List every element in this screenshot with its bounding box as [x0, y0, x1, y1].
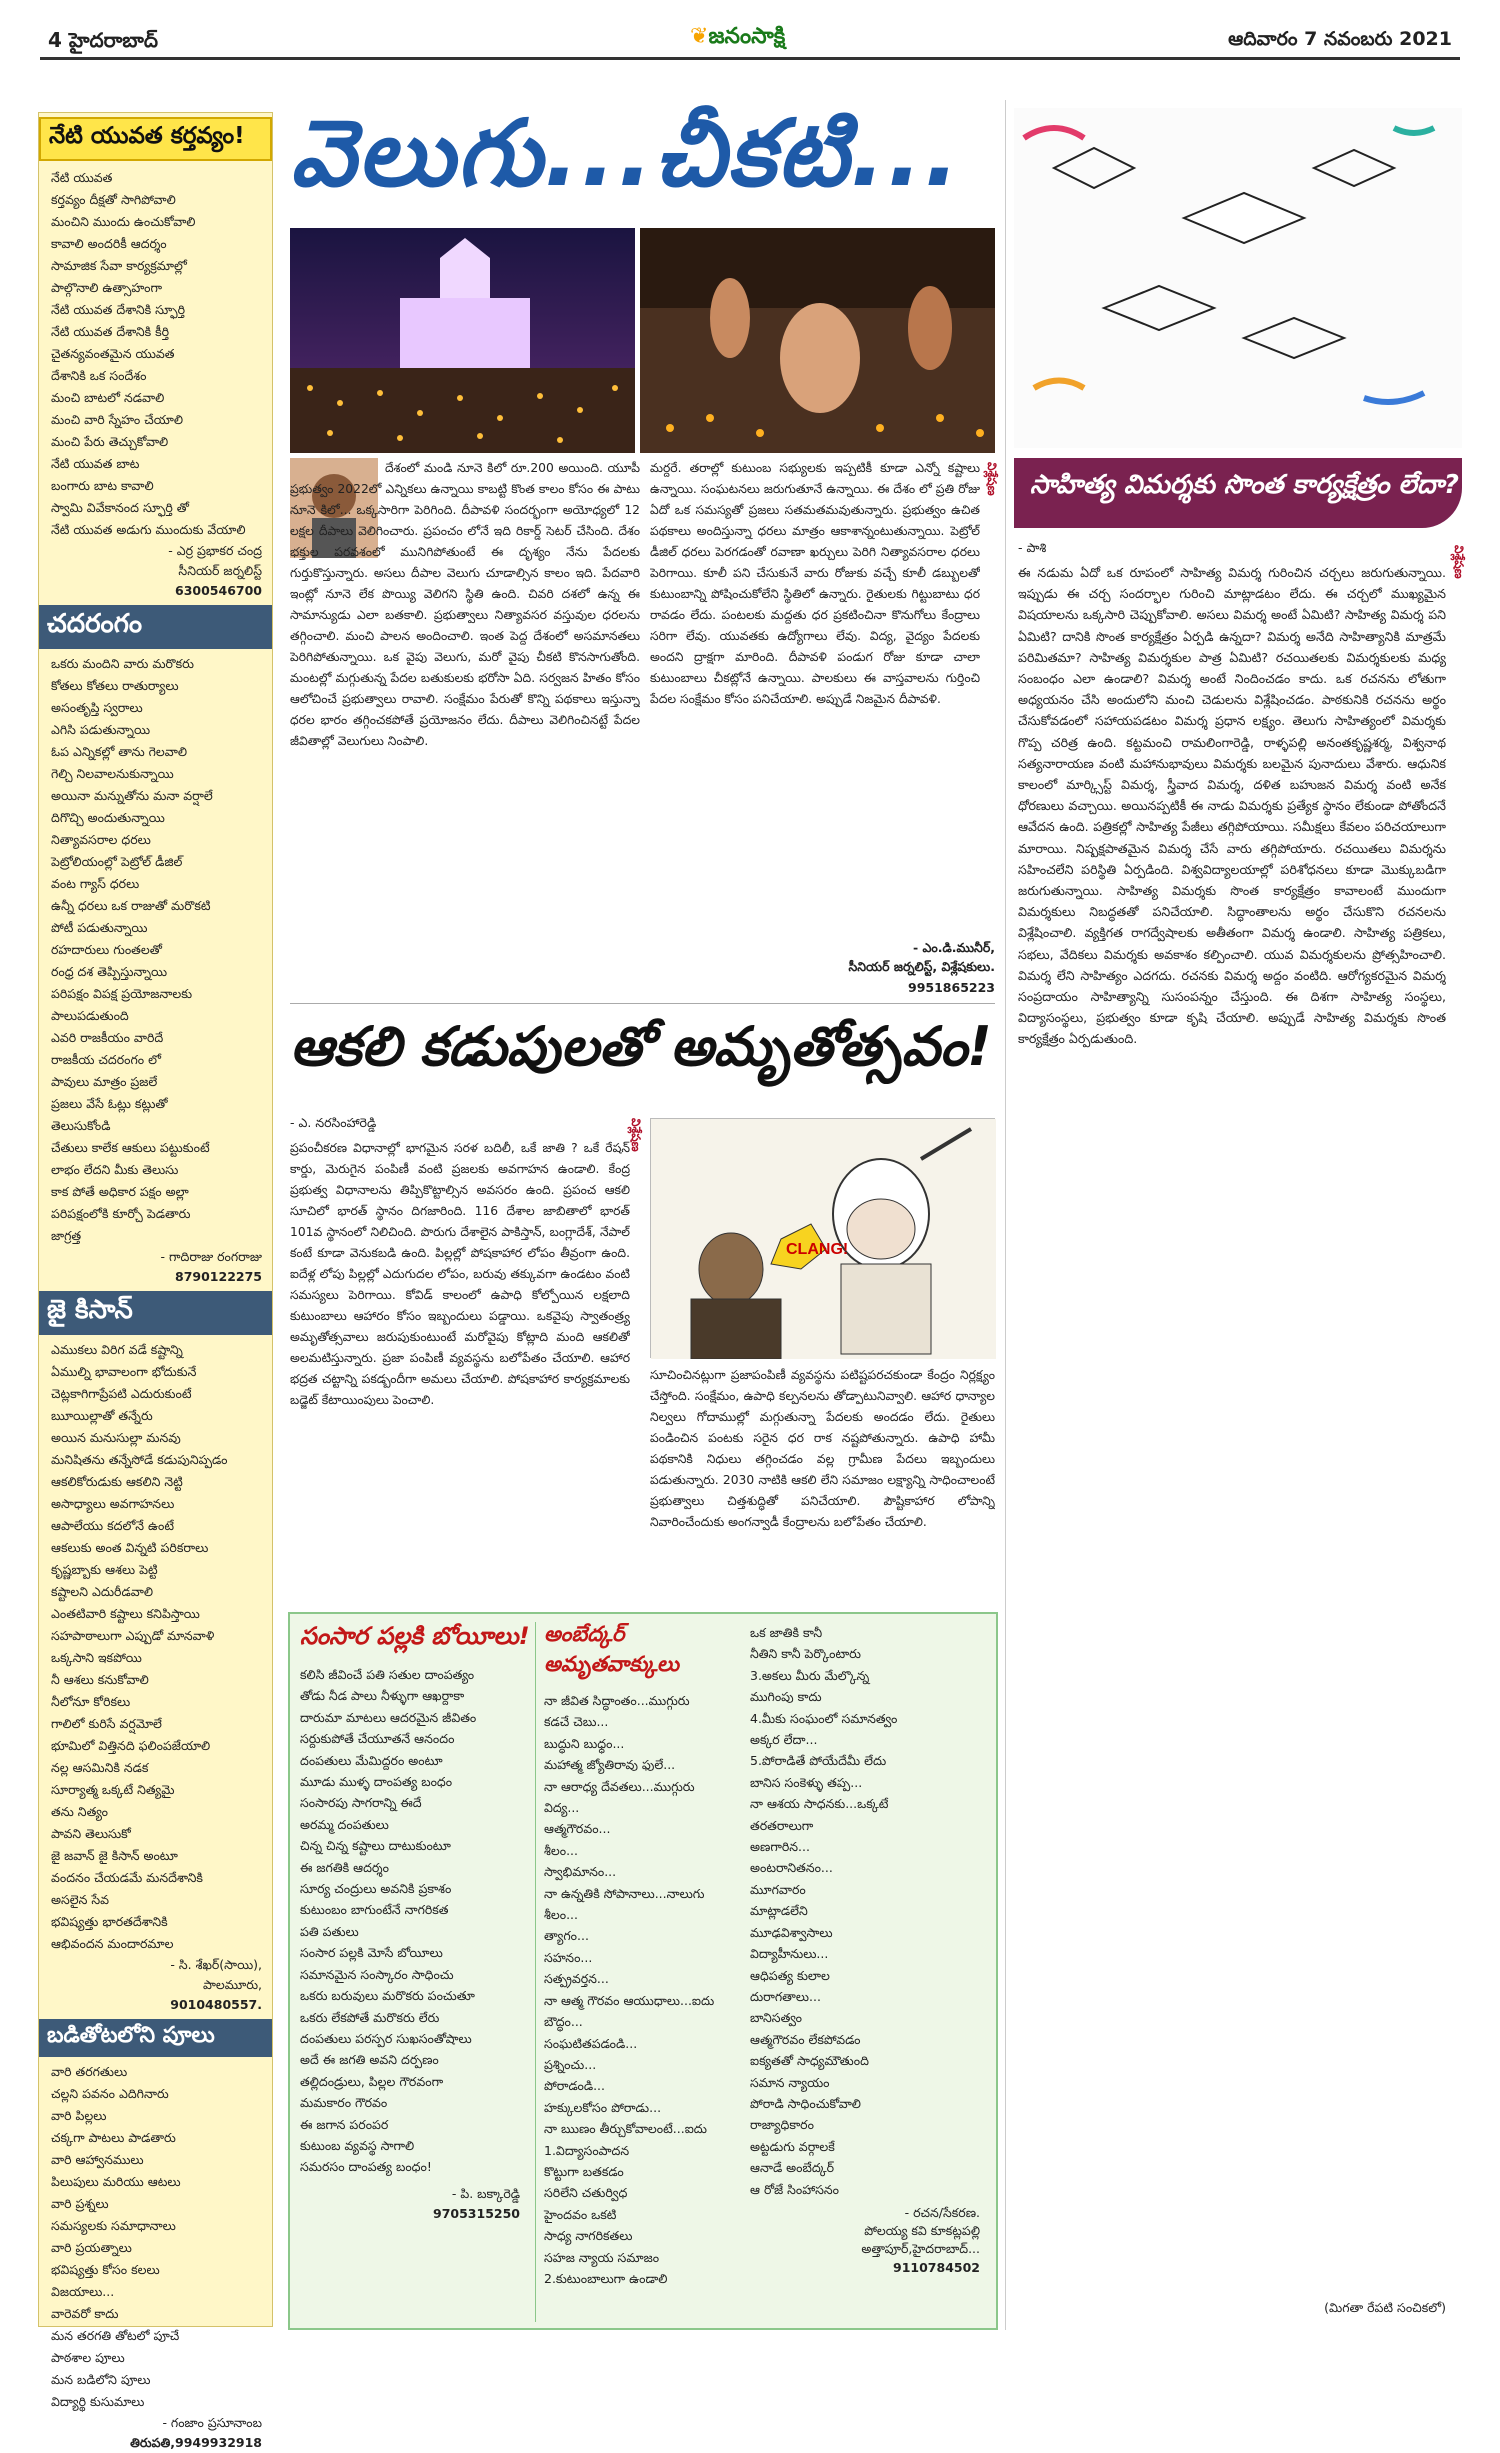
- article2-vertical-label: విశ్లేషణ: [629, 1118, 643, 1152]
- poem-line: పెట్రోలియంల్లో పెట్రోల్ డీజిల్: [51, 854, 183, 869]
- poem-line: శీలం...: [544, 1842, 578, 1858]
- poem-line: ఒకరు మందిని వారు మరొకరు: [51, 656, 194, 671]
- poem-line: మనిషితను తన్నేసోడే కడుపునిప్పడం: [51, 1452, 228, 1467]
- poem-line: సంసార పల్లకి మోసే బోయీలు: [300, 1945, 443, 1961]
- poem-line: కడచే చెబు...: [544, 1714, 609, 1730]
- poem-line: నా ఉన్నతికి సోపానాలు...నాలుగు: [544, 1885, 705, 1901]
- poem-line: నా ఋణం తీర్చుకోవాలంటే...ఐదు: [544, 2121, 707, 2137]
- poem-line: కుటుంబం బాగుంటేనే నాగరికత: [300, 1902, 449, 1918]
- poem-line: పాఠశాల పూలు: [51, 2350, 125, 2365]
- poem-line: అణగారిన...: [750, 1839, 810, 1855]
- poem-line: బుద్ధుని బుధ్ధం...: [544, 1735, 625, 1751]
- poem-line: వందనం చేయడమే మనదేశానికి: [51, 1870, 203, 1885]
- poem-line: నల్ల ఆసమినికి నడక: [51, 1760, 149, 1775]
- poem-line: కర్తవ్యం దీక్షతో సాగిపోవాలి: [51, 192, 176, 207]
- green-poem1: [300, 1622, 530, 2322]
- poem-line: మంచిని ముందు ఉంచుకోవాలి: [51, 214, 196, 229]
- poem-line: మూఢవిశ్వాసాలు: [750, 1924, 833, 1940]
- poem-line: సంసారపు సాగరాన్ని ఈదే: [300, 1795, 422, 1811]
- poem-line: మూడు ముళ్ళ దాంపత్య బంధం: [300, 1774, 453, 1790]
- poem-line: ఎవరి రాజకీయం వారిదే: [51, 1030, 164, 1045]
- lamps-photo-svg: [640, 228, 995, 453]
- poem-line: పతి పతులు: [300, 1923, 359, 1939]
- poem-line: కృష్ణబ్బాకు ఆశలు పెట్టి: [51, 1562, 158, 1577]
- poem-line: పరిపక్షం విపక్ష ప్రయోజనాలకు: [51, 986, 193, 1001]
- poem-line: ఆకలుకు అంత విన్నటి పరికరాలు: [51, 1540, 209, 1555]
- poem-line: దంపతులు పరస్పర సుఖసంతోషాలు: [300, 2030, 472, 2046]
- poem-line: 2.కుటుంబాలుగా ఉండాలి: [544, 2270, 668, 2286]
- poem-line: సాధ్య నాగరికతలు: [544, 2228, 633, 2244]
- poem-line: భవిష్యత్తు భారతదేశానికి: [51, 1914, 168, 1929]
- poem-line: అసంతృప్తి స్వరాలు: [51, 700, 143, 715]
- article2-byline-top: - ఎ. నరసింహారెడ్డి: [290, 1115, 377, 1130]
- poem-line: ఉన్నీ ధరలు ఒక రాజుతో మరొకటి: [51, 898, 211, 913]
- poem-line: సమస్యలకు సమాధానాలు: [51, 2218, 176, 2233]
- poem-line: విద్యాహీనులు...: [750, 1946, 829, 1962]
- issue-date: ఆదివారం 7 నవంబరు 2021: [1228, 28, 1452, 50]
- article2-body: ప్రపంచీకరణ విధానాల్లో భాగమైన సరళ బదిలీ, ఒకే జాతి ? ఒకే రేషన్ కార్డు, మెరుగైన పంపిణీ వంటి ప్రజలకు అవగాహన ఉండాలి. కేంద్ర ప్రభుత్వ విధానాలను తిప్పికొట్టాల్సిన అవసరం ఉంది. ప్రపంచ ఆకలి సూచిలో భారత్ స్థానం దిగజారింది. 116 దేశాల జాబితాలో భారత్ 101వ స్థానంలో నిలిచింది. పొరుగు దేశాలైన పాకిస్తాన్, బంగ్లాదేశ్, నేపాల్ కంటే కూడా వెనుకబడి ఉంది. పిల్లల్లో పోషకాహార లోపం తీవ్రంగా ఉంది. ఐదేళ్ల లోపు పిల్లల్లో ఎదుగుదల లోపం, బరువు తక్కువగా ఉండటం వంటి సమస్యలు పెరిగాయి. కోవిడ్ కాలంలో ఉపాధి కోల్పోయిన లక్షలాది కుటుంబాలు ఆహారం కోసం ఇబ్బందులు పడ్డాయి. ఒకవైపు స్వాతంత్ర్య అమృతోత్సవాలు జరుపుకుంటుంటే మరోవైపు కోట్లాది మంది ఆకలితో అలమటిస్తున్నారు. ప్రజా పంపిణీ వ్యవస్థను బలోపేతం చేయాలి. ఆహార భద్రత చట్టాన్ని పకడ్బందీగా అమలు చేయాలి. పోషకాహార కార్యక్రమాలకు బడ్జెట్ కేటాయింపులు పెంచాలి.: [290, 1141, 630, 1407]
- article1-phone: 9951865223: [908, 980, 995, 995]
- poem-line: కావాలి అందరికీ ఆదర్శం: [51, 236, 167, 251]
- poem-line: నిత్యావసరాల ధరలు: [51, 832, 151, 847]
- poem-line: స్వామి వివేకానంద స్ఫూర్తి తో: [51, 500, 189, 515]
- poem-line: నీ ఆశలు కనుకోవాలి: [51, 1672, 149, 1687]
- poem4-author: - గంజాం ప్రసూనాంబ: [162, 2415, 262, 2430]
- poem-line: రంధ్ర దశ తెప్పిస్తున్నాయి: [51, 964, 168, 979]
- poem-line: సహజ న్యాయ సమాజం: [544, 2249, 660, 2265]
- newspaper-logo: ❦జనంసాక్షి: [690, 24, 786, 49]
- poem-line: అసాధ్యాలు అవగాహనలు: [51, 1496, 175, 1511]
- green-poem2-title: అంబేద్కర్ అమృతవాక్కులు: [544, 1622, 679, 1676]
- poem-line: దారుమా మాటలు ఆదరమైన జీవితం: [300, 1709, 477, 1725]
- poem-line: అంటరానితనం...: [750, 1860, 833, 1876]
- poem-line: ముగింపు కాదు: [750, 1689, 822, 1705]
- cartoon-clang-text: CLANG!: [786, 1241, 849, 1258]
- poem-line: ప్రశ్నించు...: [544, 2056, 597, 2072]
- poem-line: కలిసి జీవించే పతి సతుల దాంపత్యం: [300, 1667, 475, 1682]
- poem-line: మూగవారం: [750, 1881, 806, 1897]
- poem-line: ఒకరు లేకపోతే మరొకరు లేరు: [300, 2009, 440, 2025]
- poem-line: మన తరగతి తోటలో పూచే: [51, 2328, 180, 2343]
- poem-line: కాక పోతే అధికార పక్షం అల్లా: [51, 1184, 189, 1199]
- poem-line: అదే ఈ జగతి అవని దర్పణం: [300, 2052, 439, 2068]
- poem2-phone: 8790122275: [175, 1269, 262, 1284]
- poem-line: పాలుపడుతుంది: [51, 1008, 129, 1023]
- poem-line: కష్టాలని ఎదురీడవాలి: [51, 1584, 153, 1599]
- poem-line: అక్కర లేదా...: [750, 1732, 818, 1748]
- poem4-body: [39, 2061, 272, 2413]
- poem-line: వంట గ్యాస్ ధరలు: [51, 876, 140, 891]
- poem-line: చేతులు కాలేక ఆకులు పట్టుకుంటే: [51, 1140, 210, 1155]
- poem-line: అసలైన సేవ: [51, 1892, 110, 1907]
- poem-line: స్వాభిమానం...: [544, 1864, 617, 1880]
- flying-books-svg: [1014, 108, 1462, 448]
- poem-line: సర్దుకుపోతే చేయూతనే ఆనందం: [300, 1731, 455, 1747]
- poem-line: తరతరాలుగా: [750, 1817, 814, 1833]
- poem-line: నా ఆరాధ్య దేవతలు...ముగ్గురు: [544, 1778, 695, 1794]
- poem-line: సామాజిక సేవా కార్యక్రమాల్లో: [51, 258, 187, 273]
- poem-line: మంచి పేరు తెచ్చుకోవాలి: [51, 434, 169, 449]
- article1-vertical-label: విశ్లేషణ: [985, 462, 999, 496]
- poem-line: అయినా మన్నుతోను మనా వర్షాలే: [51, 788, 213, 803]
- poem-line: పోరాడి సాధించుకోవాలి: [750, 2095, 861, 2111]
- poem-line: బానిస సంకెళ్ళు తప్ప...: [750, 1774, 863, 1790]
- poem-line: రాజకీయ చదరంగం లో: [51, 1052, 161, 1067]
- poem-line: ఐక్యతతో సాధ్యమౌతుంది: [750, 2053, 869, 2069]
- poem-line: ఓప ఎన్నికల్లో తాను గెలవాలి: [51, 744, 188, 759]
- poem-line: ఆనాడే అంబేద్కర్: [750, 2160, 835, 2176]
- poem-line: దేశానికి ఒక సందేశం: [51, 368, 147, 383]
- poem-line: దంపతులు మేమిద్దరం అంటూ: [300, 1752, 443, 1768]
- cartoon-svg: [651, 1119, 996, 1359]
- cartoon: [650, 1118, 995, 1358]
- poem-line: భవిష్యత్తు కోసం కలలు: [51, 2262, 160, 2277]
- poem-line: సహపాఠాలుగా ఎప్పుడో మానవాళి: [51, 1628, 215, 1643]
- poem-line: కుటుంబ వ్యవస్థ సాగాలి: [300, 2137, 415, 2153]
- books-illustration: [1014, 108, 1462, 448]
- poem-line: తెలుసుకోండి: [51, 1118, 111, 1133]
- poem-line: హక్కులకోసం పోరాడు...: [544, 2099, 662, 2115]
- poem-line: ఆభివందన మందారమాల: [51, 1936, 174, 1951]
- article1-photo-people: [640, 228, 995, 453]
- poem-line: పావులు మాత్రం ప్రజలే: [51, 1074, 158, 1089]
- poem-line: తోడు నీడ పాలు నీళ్ళుగా ఆఖర్దాకా: [300, 1688, 465, 1704]
- diyas-photo-svg: [290, 228, 635, 453]
- poem-line: ఎంతటివారి కష్టాలు కనిపిస్తాయి: [51, 1606, 200, 1621]
- poem-line: బుూయిల్లాతో తన్నేరు: [51, 1408, 153, 1423]
- poem-line: నా ఆత్మ గౌరవం ఆయుధాలు...ఐదు: [544, 1992, 715, 2008]
- poem-line: చిన్న చిన్న కష్టాలు దాటుకుంటూ: [300, 1838, 451, 1854]
- article1-headline: వెలుగు...చీకటి...: [290, 100, 962, 207]
- poem-line: సూర్యాత్మ ఒక్కటే నిత్యమై: [51, 1782, 175, 1797]
- poem-line: జై జవాన్ జై కిసాన్ అంటూ: [51, 1848, 178, 1863]
- poem-line: చైతన్యవంతమైన యువత: [51, 346, 175, 361]
- poem-line: కోతలు కోతలు రాతుర్యాలు: [51, 678, 179, 693]
- poem-line: నేటి యువత దేశానికి కీర్తి: [51, 324, 170, 339]
- poem-line: 1.విద్యాసంపాదన: [544, 2142, 630, 2158]
- poem-line: చక్కగా పాటలు పాడతారు: [51, 2130, 176, 2145]
- article1-photo-ayodhya: [290, 228, 635, 453]
- poem-line: విద్యార్థి కుసుమాలు: [51, 2394, 145, 2409]
- poem-line: అయిన మనుసుల్లా మనవు: [51, 1430, 181, 1445]
- poem-line: రహదారులు గుంతలతో: [51, 942, 162, 957]
- poem-line: చల్లని పవనం ఎదిగినారు: [51, 2086, 169, 2101]
- poem1-title: నేటి యువత కర్తవ్యం!: [39, 117, 272, 161]
- poem-line: ప్రజలు వేసే ఓట్లు కట్లుతో: [51, 1096, 168, 1111]
- poem3-author: - సి. శేఖర్(సాయి), పాలమూరు,: [170, 1957, 262, 1992]
- poem-line: మమకారం గౌరవం: [300, 2095, 388, 2111]
- poem-line: సమరసం దాంపత్య బంధం!: [300, 2159, 432, 2175]
- poem-line: మాట్లాడలేని: [750, 1903, 808, 1919]
- right-column-body: ఈ నడుమ ఏదో ఒక రూపంలో సాహిత్య విమర్శ గురించిన చర్చలు జరుగుతున్నాయి. ఇప్పుడు ఈ చర్చ సందర్భాల గురించి మాట్లాడటం లేదు. ఈ చర్చలో ముఖ్యమైన విషయాలను ఒక్కసారి చెప్పుకోవాలి. అసలు విమర్శ అంటే ఏమిటి? సాహిత్య విమర్శ పని ఏమిటి? దానికి సొంత కార్యక్షేత్రం ఏర్పడి ఉన్నదా? విమర్శ అనేది సాహిత్యానికి మాత్రమే పరిమితమా? సాహిత్య విమర్శకుల పాత్ర ఏమిటి? రచయితలకు విమర్శకులకు మధ్య సంబంధం ఎలా ఉండాలి? విమర్శ అంటే నిందించడం కాదు. ఒక రచనను లోతుగా అధ్యయనం చేసి అందులోని మంచి చెడులను విశ్లేషించడం. పాఠకునికి రచనను అర్థం చేసుకోవడంలో సహాయపడటం విమర్శ ప్రధాన లక్ష్యం. తెలుగు సాహిత్యంలో విమర్శకు గొప్ప చరిత్ర ఉంది. కట్టమంచి రామలింగారెడ్డి, రాళ్ళపల్లి అనంతకృష్ణశర్మ, విశ్వనాథ సత్యనారాయణ వంటి మహానుభావులు విమర్శకు బలమైన పునాదులు వేశారు. ఆధునిక కాలంలో మార్క్సిస్ట్ విమర్శ, స్త్రీవాద విమర్శ, దళిత బహుజన విమర్శ వంటి అనేక ధోరణులు వచ్చాయి. అయినప్పటికీ ఈ నాడు విమర్శకు ప్రత్యేక స్థానం లేకుండా పోతోందనే ఆవేదన ఉంది. పత్రికల్లో సాహిత్య పేజీలు తగ్గిపోయాయి. సమీక్షలు కేవలం పరిచయాలుగా మారాయి. నిష్పక్షపాతమైన విమర్శ చేసే వారు తగ్గిపోయారు. రచయితలు విమర్శను సహించలేని పరిస్థితి ఏర్పడింది. విశ్వవిద్యాలయాల్లో పరిశోధనలు కూడా మొక్కుబడిగా జరుగుతున్నాయి. సాహిత్య విమర్శకు సొంత కార్యక్షేత్రం కావాలంటే ముందుగా విమర్శకులు నిబద్ధతతో పనిచేయాలి. సిద్ధాంతాలను అర్థం చేసుకొని రచనలను విశ్లేషించాలి. వ్యక్తిగత రాగద్వేషాలకు అతీతంగా విమర్శ ఉండాలి. సాహిత్య పత్రికలు, సభలు, వేదికలు విమర్శకు అవకాశం కల్పించాలి. యువ విమర్శకులను ప్రోత్సహించాలి. విమర్శ లేని సాహిత్యం ఎదగదు. రచనకు విమర్శ అద్దం వంటిది. ఆరోగ్యకరమైన విమర్శ సంప్రదాయం సాహిత్యాన్ని సుసంపన్నం చేస్తుంది. ఈ దిశగా సాహిత్య సంస్థలు, విద్యాసంస్థలు, ప్రభుత్వం కూడా కృషి చేయాలి. అప్పుడే సాహిత్య విమర్శకు సొంత కార్యక్షేత్రం ఏర్పడుతుంది.: [1018, 565, 1446, 1047]
- green-poem3-phone: 9110784502: [893, 2259, 980, 2275]
- leaf-icon: ❦: [690, 24, 709, 49]
- poem-line: తను నిత్యం: [51, 1804, 109, 1819]
- poem-line: విద్య...: [544, 1800, 580, 1816]
- poem-line: సంఘటితపడండి...: [544, 2035, 638, 2051]
- poem-line: నా ఆశయ సాధనకు...ఒక్కటే: [750, 1796, 889, 1812]
- poem-line: భూమిలో విత్తినది ఫలింపజేయాలి: [51, 1738, 211, 1753]
- poem-line: జాగ్రత్త: [51, 1228, 82, 1243]
- page-number: 4 హైదరాబాద్: [48, 28, 158, 52]
- poem-line: కొట్టుగా బతకడం: [544, 2163, 624, 2179]
- poem-line: పరిపక్షంలోకి కూర్చో పెడతారు: [51, 1206, 191, 1221]
- poem-line: ఎగిసి పడుతున్నాయి: [51, 722, 151, 737]
- poem1-author: - ఎర్ర ప్రభాకర చంద్ర సీనియర్ జర్నలిస్ట్: [168, 543, 262, 578]
- right-vertical-label: విశ్లేషణ: [1452, 545, 1466, 579]
- poem-line: మహాత్మ జ్యోతిరావు ఫులే...: [544, 1757, 676, 1773]
- divider: [290, 1003, 995, 1004]
- poem-line: ఒక జాతికి కానీ: [750, 1625, 823, 1640]
- poem-line: బంగారు బాట కావాలి: [51, 478, 154, 493]
- green-poem3-author: - రచన/సేకరణ. పోలయ్య కవి కూకట్లపల్లి అత్తాపూర్,హైదరాబాద్...: [861, 2204, 980, 2256]
- poem-line: వారి ఆహ్వానములు: [51, 2152, 144, 2167]
- poem-line: వారెవరో కాదు: [51, 2306, 119, 2321]
- poem-line: ఎముకలు విరిగ వడే కష్టాన్ని: [51, 1342, 183, 1357]
- poem-line: తల్లిదండ్రులు, పిల్లల గౌరవంగా: [300, 2073, 444, 2089]
- green-poem1-body: [300, 1664, 530, 2178]
- poem-line: దురాగతాలు...: [750, 1988, 821, 2004]
- poem-line: 5.పోరాడితే పోయేదేమీ లేదు: [750, 1753, 887, 1769]
- poem-line: హైందవం ఒకటి: [544, 2206, 617, 2222]
- poem-line: ఆత్మగౌరవం...: [544, 1821, 611, 1837]
- poem1-body: [39, 167, 272, 541]
- right-column-footer: (మిగతా రేపటి సంచికలో): [1324, 2300, 1446, 2315]
- poem-line: వారి ప్రయత్నాలు: [51, 2240, 132, 2255]
- poem-line: మంచి వారి స్నేహం చేయాలి: [51, 412, 183, 427]
- poem-line: నేటి యువత దేశానికి స్ఫూర్తి: [51, 302, 185, 317]
- poem-line: ఈ జగాన పరంపర: [300, 2116, 389, 2132]
- poem3-phone: 9010480557.: [170, 1997, 262, 2012]
- poem-line: చెట్లకాగిగాప్రేపటి ఎదురుకుంటే: [51, 1386, 192, 1401]
- poem2-author: - గాదిరాజు రంగరాజు: [160, 1249, 262, 1264]
- green-poem2: [535, 1622, 745, 2322]
- poem-line: గాలిలో కురిసే వర్షమోలే: [51, 1716, 162, 1731]
- poem-line: పాల్గొనాలి ఉత్సాహంగా: [51, 280, 162, 295]
- poem-line: నేటి యువత: [51, 170, 113, 185]
- poem-line: నేటి యువత బాట: [51, 456, 140, 471]
- poem-line: పోరాడండి...: [544, 2078, 606, 2094]
- poem-line: సహనం...: [544, 1949, 593, 1965]
- green-poem1-title: సంసార పల్లకి బోయీలు!: [300, 1622, 530, 1650]
- poem-line: రాజ్యాధికారం: [750, 2117, 814, 2133]
- poem-line: అట్టడుగు వర్గాలకే: [750, 2138, 835, 2154]
- poem4-phone: తిరుపతి,9949932918: [130, 2435, 262, 2450]
- poem-line: లాభం లేదని మీకు తెలుసు: [51, 1162, 179, 1177]
- poem-line: సమానమైన సంస్కారం సాధించు: [300, 1966, 454, 1982]
- poem-line: సత్ప్రవర్తన...: [544, 1971, 609, 1987]
- poem-line: ఆత్మగౌరవం లేకపోవడం: [750, 2031, 861, 2047]
- right-column: [1005, 100, 1465, 2330]
- poem-line: అరమ్మ దంపతులు: [300, 1816, 389, 1832]
- right-author: - పాశి: [1018, 540, 1047, 555]
- poem-line: సరిలేని చతుర్విధ: [544, 2185, 628, 2201]
- poem1-phone: 6300546700: [175, 583, 262, 598]
- article2-body2: సూచించినట్లుగా ప్రజాపంపిణీ వ్యవస్థను పటిష్టపరచకుండా కేంద్రం నిర్లక్ష్యం చేస్తోంది. సంక్షేమం, ఉపాధి కల్పనలను తోడ్పాటునివ్వాలి. ఆహార ధాన్యాల నిల్వలు గోదాముల్లో మగ్గుతున్నా పేదలకు అందడం లేదు. రైతులు పండించిన పంటకు సరైన ధర రాక నష్టపోతున్నారు. ఉపాధి హామీ పథకానికి నిధులు తగ్గించడం వల్ల గ్రామీణ పేదలు ఇబ్బందులు పడుతున్నారు. 2030 నాటికి ఆకలి లేని సమాజం లక్ష్యాన్ని సాధించాలంటే ప్రభుత్వాలు చిత్తశుద్ధితో పనిచేయాలి. పౌష్టికాహార లోపాన్ని నివారించేందుకు అంగన్వాడీ కేంద్రాలను బలోపేతం చేయాలి.: [650, 1368, 995, 1529]
- poem4-title: బడితోటలోని పూలు: [39, 2019, 272, 2057]
- poem-line: పోటీ పడుతున్నాయి: [51, 920, 148, 935]
- poem-line: నా జీవిత సిద్ధాంతం...ముగ్గురు: [544, 1693, 690, 1708]
- poem-line: దిగొచ్చి అందుతున్నాయి: [51, 810, 165, 825]
- masthead: [40, 20, 1460, 60]
- poem2-body: [39, 653, 272, 1247]
- poem-line: ఆధిపత్య కులాల: [750, 1967, 830, 1983]
- green-poem1-author: - పి. బక్కారెడ్డి: [451, 2185, 520, 2201]
- poem-line: ఆపాలేయు కదలోనే ఉంటే: [51, 1518, 175, 1533]
- poem-line: ఒక్కసాని ఇకపోయి: [51, 1650, 142, 1665]
- poem-line: వారి ప్రశ్నలు: [51, 2196, 109, 2211]
- poem-line: వారి తరగతులు: [51, 2064, 128, 2079]
- poem-line: మన బడిలోని పూలు: [51, 2372, 151, 2387]
- poem3-title: జై కిసాన్: [39, 1291, 272, 1335]
- poem-line: ఒకరు బరువులు మరొకరు పంచుతూ: [300, 1988, 475, 2004]
- poem-line: నీలోనూ కోరికలు: [51, 1694, 131, 1709]
- poem-line: శీలం...: [544, 1907, 578, 1923]
- poem-line: ఏముల్ని భావాలంగా భోదుకునే: [51, 1364, 197, 1379]
- poem-line: త్యాగం...: [544, 1928, 589, 1944]
- poem2-title: చదరంగం: [39, 605, 272, 649]
- poem-line: గెల్చి నిలవాలనుకున్నాయి: [51, 766, 174, 781]
- poem-line: సూర్య చంద్రులు అవనికి ప్రకాశం: [300, 1881, 452, 1897]
- article1-byline: - ఎం.డి.మునీర్, సీనియర్ జర్నలిస్ట్, విశ్లేషకులు.: [848, 940, 995, 974]
- poem-line: సమాన న్యాయం: [750, 2074, 830, 2090]
- poem-line: బౌద్ధం...: [544, 2014, 583, 2030]
- poem-line: ఈ జగతికి ఆదర్శం: [300, 1859, 389, 1875]
- article2-headline: ఆకలి కడుపులతో అమృతోత్సవం!: [290, 1015, 992, 1078]
- article1-body: దేశంలో మండి నూనె కిలో రూ.200 అయింది. యూపీ ప్రభుత్వం 2022లో ఎన్నికలు ఉన్నాయి కాబట్టి కొంత కాలం కోసం ఈ పాటు నూనె కిలో... ఒక్కసారిగా పెరిగింది. దీపావళి సందర్భంగా అయోధ్యలో 12 లక్షల దీపాలు వెలిగించారు. ప్రపంచం లోనే ఇది రికార్డ్ సెటర్ చేసింది. దేశం భక్తుల పరవశంలో మునిగిపోతుంటే ఈ దృశ్యం నేను పేదలకు గుర్తుకొస్తున్నారు. అసలు దీపాల వెలుగు చూడాల్సిన కాలం ఇది. పేదవారి ఇంట్లో నూనె లేక పొయ్యి వెలిగని స్థితి ఉంది. చివరి దశలో ఉన్న ఈ సామాన్యుడు ఎలా బతకాలి. ప్రభుత్వాలు నిత్యావసర వస్తువుల ధరలను తగ్గించాలి. మంచి పాలన అందించాలి. ఇంత పెద్ద దేశంలో అసమానతలు పెరిగిపోతున్నాయి. ఒక వైపు వెలుగు, మరో వైపు చీకటి కొనసాగుతోంది. మంటల్లో మగ్గుతున్న పేదల బతుకులకు భరోసా ఏది. సర్వజన హితం కోసం ఆలోచించే ప్రభుత్వాలు రావాలి. సంక్షేమం పేరుతో కొన్ని పథకాలు ఇస్తున్నా ధరల భారం తగ్గించకపోతే ప్రయోజనం లేదు. దీపాలు వెలిగించినట్టే పేదల జీవితాల్లో వెలుగులు నింపాలి.: [290, 461, 640, 748]
- article1-body2: మర్దరే. తరాల్లో కుటుంబ సభ్యులకు ఇప్పటికీ కూడా ఎన్నో కష్టాలు ఉన్నాయి. సంఘటనలు జరుగుతూనే ఉన్నాయి. ఈ దేశం లో ప్రతి రోజు ఏదో ఒక సమస్యతో ప్రజలు సతమతమవుతున్నారు. ప్రభుత్వం ఉచిత పథకాలు అందిస్తున్నా ధరలు మాత్రం ఆకాశాన్నంటుతున్నాయి. పెట్రోల్ డీజిల్ ధరలు పెరగడంతో రవాణా ఖర్చులు పెరిగి నిత్యావసరాల ధరలు పెరిగాయి. కూలీ పని చేసుకునే వారు రోజుకు వచ్చే కూలీ డబ్బులతో కుటుంబాన్ని పోషించుకోలేని స్థితిలో ఉన్నారు. రైతులకు గిట్టుబాటు ధర రావడం లేదు. పంటలకు మద్దతు ధర ప్రకటించినా కొనుగోలు కేంద్రాలు సరిగా లేవు. యువతకు ఉద్యోగాలు లేవు. విద్య, వైద్యం పేదలకు అందని ద్రాక్షగా మారింది. దీపావళి పండుగ రోజు కూడా చాలా కుటుంబాలు చీకట్లోనే ఉన్నాయి. పాలకులు ఈ వాస్తవాలను గుర్తించి పేదల సంక్షేమం కోసం పనిచేయాలి. అప్పుడే నిజమైన దీపావళి.: [650, 461, 980, 706]
- left-column: [38, 112, 273, 2450]
- poem-line: నేటి యువత అడుగు ముందుకు వేయాలి: [51, 522, 246, 537]
- poem-line: పావని తెలుసుకో: [51, 1826, 131, 1841]
- poem-line: నీతిని కానీ పెర్కొంటారు: [750, 1646, 861, 1662]
- green-poem3: [750, 1622, 990, 2322]
- poem-line: మంచి బాటలో నడవాలి: [51, 390, 165, 405]
- right-column-title: సాహిత్య విమర్శకు సొంత కార్యక్షేత్రం లేదా?: [1014, 458, 1462, 528]
- poem-line: బానిసత్వం: [750, 2010, 803, 2026]
- green-poem1-phone: 9705315250: [433, 2205, 520, 2221]
- poem-line: ఆ రోజే సింహాసనం: [750, 2181, 840, 2197]
- poem-line: 3.అకలు మీరు మేల్కొన్న: [750, 1667, 870, 1683]
- poem3-body: [39, 1339, 272, 1955]
- poem-line: వారి పిల్లలు: [51, 2108, 107, 2123]
- green-poem2-body: [544, 1690, 745, 2289]
- green-poem3-body: [750, 1622, 990, 2200]
- poem-line: విజయాలు...: [51, 2284, 115, 2299]
- poem-line: పిలుపులు మరియు ఆటలు: [51, 2174, 181, 2189]
- poetry-box: [288, 1612, 998, 2330]
- poem-line: ఆకలికోరుడుకు ఆకలిని నెట్టి: [51, 1474, 183, 1489]
- poem-line: 4.మీకు సంఘంలో సమానత్వం: [750, 1710, 898, 1726]
